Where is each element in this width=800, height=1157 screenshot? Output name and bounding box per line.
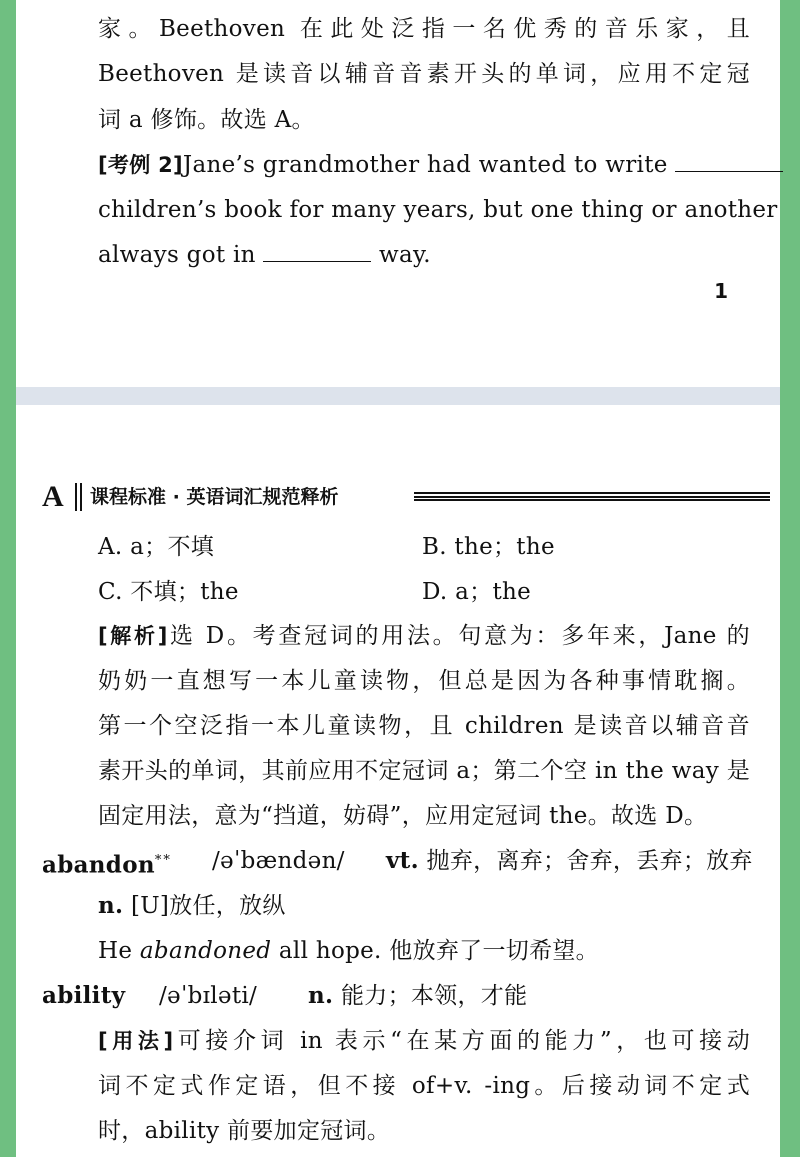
text-fragment: way. [379,242,431,268]
running-header [42,480,762,514]
analysis-line [98,621,750,651]
part-of-speech: n. [98,892,124,919]
example-sentence [98,936,599,966]
analysis-line: 固定用法，意为“挡道，妨碍”，应用定冠词 the。故选 D。 [98,803,708,829]
meaning: 能力；本领，才能 [340,983,528,1009]
meaning: 抛弃，离弃；舍弃，丢弃；放弃 [426,848,753,874]
part-of-speech: n. [308,982,334,1009]
definition-line [98,891,286,921]
meaning: [U]放任，放纵 [130,893,286,919]
text-line [98,240,431,270]
frequency-stars: ** [154,853,172,868]
header-divider [75,483,82,511]
analysis-line: 奶奶一直想写一本儿童读物，但总是因为各种事情耽搁。 [98,668,750,694]
page-number: 1 [714,279,728,303]
text-fragment: always got in [98,242,256,268]
usage-line: 词不定式作定语，但不接 of+v. -ing。后接动词不定式 [98,1073,750,1099]
page-separator [16,387,780,405]
example-text: all hope. 他放弃了一切希望。 [278,938,599,964]
analysis-label: [解析] [98,624,168,648]
analysis-text: 选 D。考查冠词的用法。句意为：多年来，Jane 的 [167,623,750,649]
option-d: D. a；the [422,579,532,605]
analysis-line: 素开头的单词，其前应用不定冠词 a；第二个空 in the way 是 [98,758,750,784]
text-line: 词 a 修饰。故选 A。 [98,107,315,133]
example-text: Jane’s grandmother had wanted to write [182,152,668,178]
header-title: 课程标准 · 英语词汇规范释析 [90,486,339,508]
usage-text: 可接介词 in 表示“在某方面的能力”，也可接动 [173,1028,750,1054]
phonetic: /əˈbɪləti/ [159,983,258,1009]
option-b: B. the；the [422,534,555,560]
answer-blank [675,153,783,172]
example-keyword: abandoned [139,938,272,964]
headword: abandon [42,851,155,879]
definition-line [386,846,753,876]
text-line: children’s book for many years, but one thing or another [98,197,778,223]
text-line: Beethoven 是读音以辅音音素开头的单词，应用不定冠 [98,61,750,87]
option-c: C. 不填；the [98,579,239,605]
option-a: A. a；不填 [98,534,215,560]
example-line [98,150,783,180]
phonetic: /əˈbændən/ [212,848,345,874]
entry-abandon [42,846,172,881]
answer-blank [263,243,371,262]
usage-label: [用法] [98,1029,174,1053]
analysis-line: 第一个空泛指一本儿童读物，且 children 是读音以辅音音 [98,713,750,739]
text-line: 家。Beethoven 在此处泛指一名优秀的音乐家，且 [98,16,750,42]
usage-line [98,1026,750,1056]
part-of-speech: vt. [386,847,419,874]
example-label: [考例 2] [98,153,183,177]
example-text: He [98,938,133,964]
usage-line: 时，ability 前要加定冠词。 [98,1118,391,1144]
definition-line [308,981,527,1011]
header-rule [414,492,770,501]
page-bottom [16,405,780,1157]
header-letter: A [42,480,64,513]
headword: ability [42,982,126,1009]
page-top [16,0,780,387]
